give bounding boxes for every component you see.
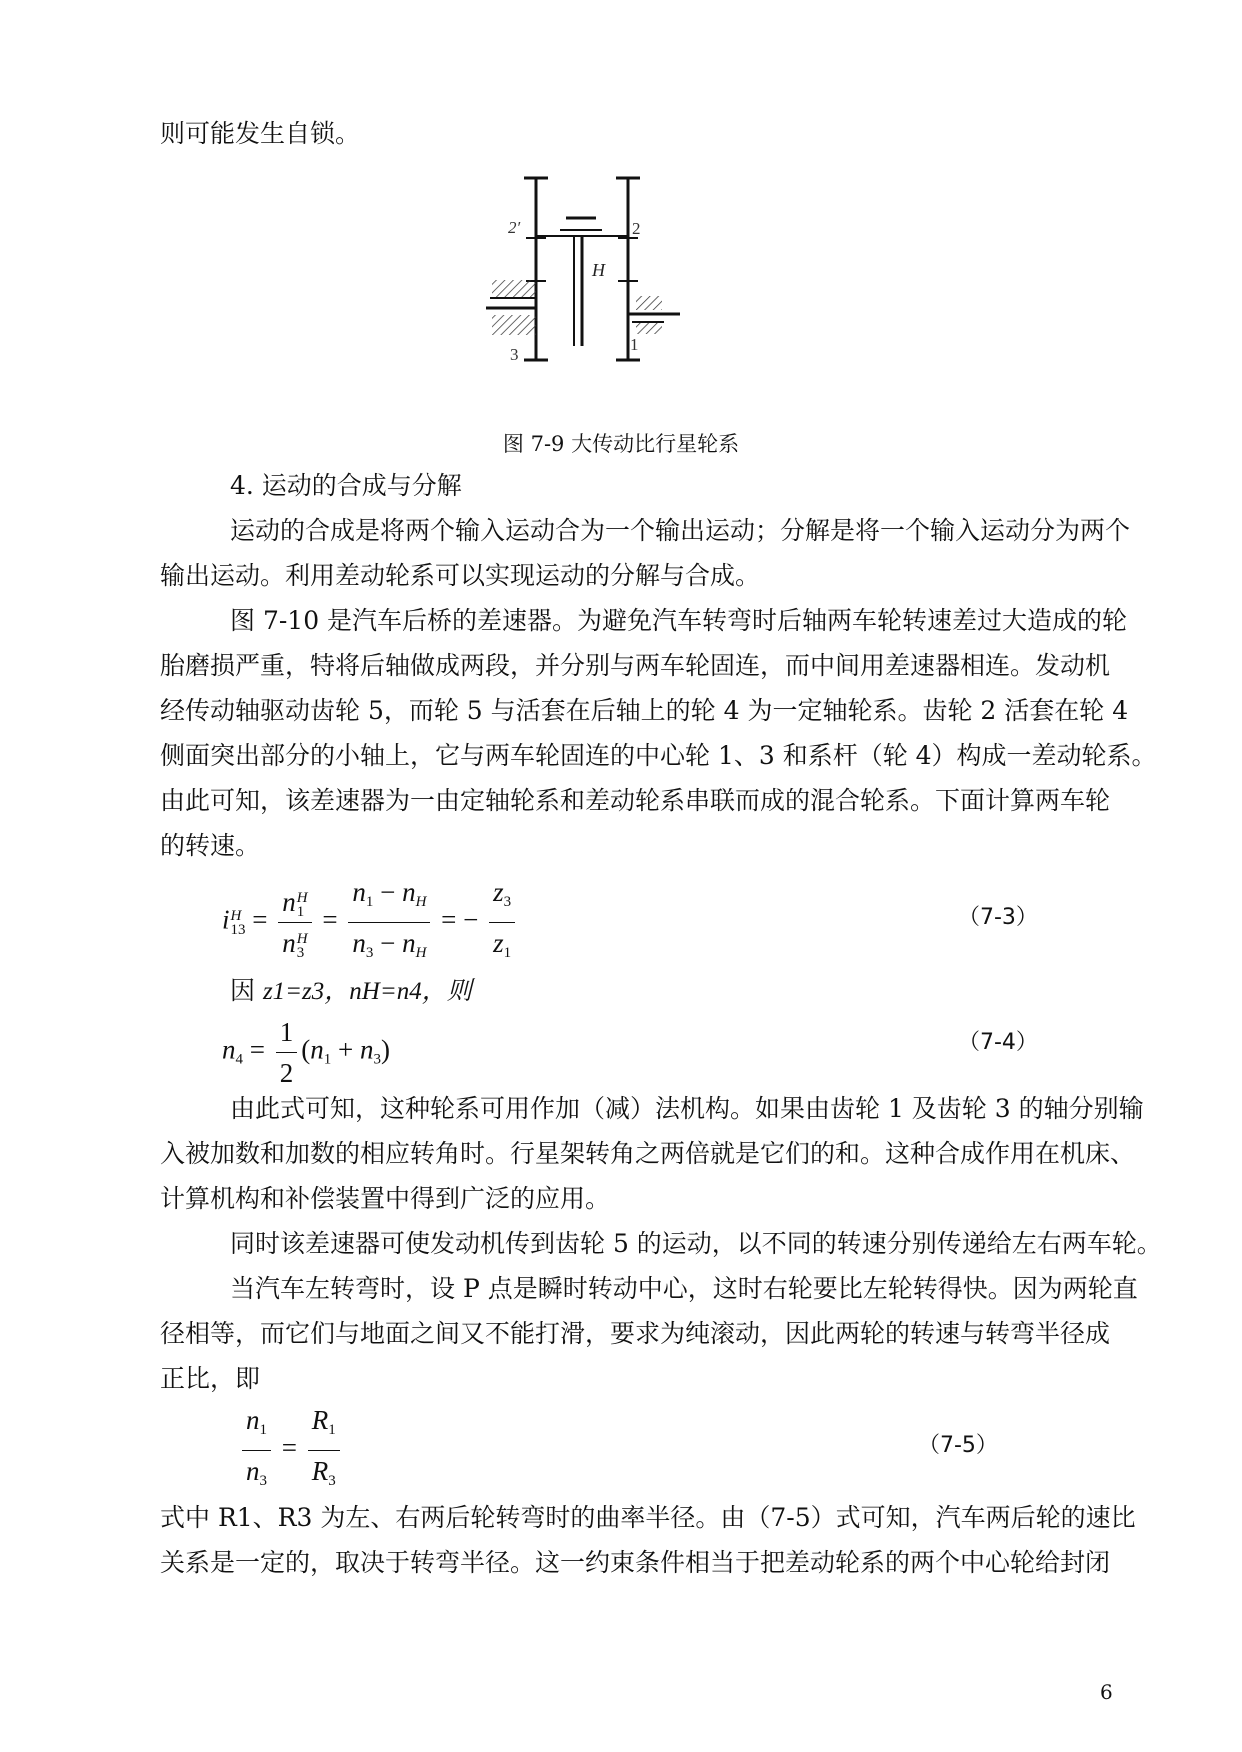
text-line: 入被加数和加数的相应转角时。行星架转角之两倍就是它们的和。这种合成作用在机床、: [160, 1139, 1136, 1168]
text-line: 经传动轴驱动齿轮 5，而轮 5 与活套在后轴上的轮 4 为一定轴轮系。齿轮 2 活套在轮 4: [160, 696, 1129, 725]
equation-7-4: $n_4$ = $\frac{1}{2}$ $(n_1 + n_3)$: [222, 1012, 390, 1093]
text-line: 式中 R1、R3 为左、右两后轮转弯时的曲率半径。由（7-5）式可知，汽车两后轮的速比: [160, 1503, 1136, 1532]
text-line: 侧面突出部分的小轴上，它与两车轮固连的中心轮 1、3 和系杆（轮 4）构成一差动轮系。: [160, 741, 1157, 770]
cond-text: z1=z3，nH=n4，则: [262, 978, 472, 1005]
text-line: 图 7-10 是汽车后桥的差速器。为避免汽车转弯时后轴两车轮转速差过大造成的轮: [230, 606, 1128, 635]
label-2prime: 2′: [508, 218, 521, 237]
text-line: 输出运动。利用差动轮系可以实现运动的分解与合成。: [160, 561, 761, 590]
figure-caption: 图 7-9 大传动比行星轮系: [502, 432, 740, 456]
text-line: 径相等，而它们与地面之间又不能打滑，要求为纯滚动，因此两轮的转速与转弯半径成: [160, 1319, 1111, 1348]
text-line: 胎磨损严重，特将后轴做成两段，并分别与两车轮固连，而中间用差速器相连。发动机: [160, 651, 1111, 680]
label-1: 1: [630, 335, 639, 354]
text-line: 由此式可知，这种轮系可用作加（减）法机构。如果由齿轮 1 及齿轮 3 的轴分别输: [230, 1094, 1144, 1123]
text-line: 则可能发生自锁。: [160, 119, 361, 148]
planetary-gear-diagram: [508, 178, 730, 368]
text-line: 同时该差速器可使发动机传到齿轮 5 的运动，以不同的转速分别传递给左右两车轮。: [230, 1229, 1162, 1258]
text-line: 关系是一定的，取决于转弯半径。这一约束条件相当于把差动轮系的两个中心轮给封闭: [160, 1548, 1111, 1577]
text-line: 运动的合成是将两个输入运动合为一个输出运动；分解是将一个输入运动分为两个: [230, 516, 1131, 545]
label-2: 2: [632, 219, 641, 238]
section-heading: 4. 运动的合成与分解: [230, 471, 462, 500]
cond-prefix: 因: [230, 976, 263, 1005]
text-line: [230, 975, 472, 1008]
gear-train-figure: [508, 178, 730, 372]
page-number: 6: [1100, 1680, 1113, 1704]
label-3: 3: [510, 345, 519, 364]
text-line: 当汽车左转弯时，设 P 点是瞬时转动中心，这时右轮要比左轮转得快。因为两轮直: [230, 1274, 1138, 1303]
text-line: 计算机构和补偿装置中得到广泛的应用。: [160, 1184, 611, 1213]
equation-number: （7-4）: [958, 1030, 1038, 1055]
text-line: 由此可知，该差速器为一由定轴轮系和差动轮系串联而成的混合轮系。下面计算两车轮: [160, 786, 1111, 815]
text-line: 正比，即: [160, 1364, 261, 1393]
equation-7-5: $\frac{n_1}{n_3}$ = $\frac{R_1}{R_3}$: [238, 1400, 344, 1501]
text-line: 的转速。: [160, 831, 261, 860]
equation-number: （7-3）: [958, 905, 1038, 930]
equation-7-3: i H 13 = n H 1 n H 3 = $\frac{n_1 - n_H}{n_3 - n_H}$ = − $\frac{z_3}{z_1}$: [222, 872, 519, 973]
label-H: H: [592, 260, 605, 280]
equation-number: （7-5）: [918, 1433, 998, 1458]
